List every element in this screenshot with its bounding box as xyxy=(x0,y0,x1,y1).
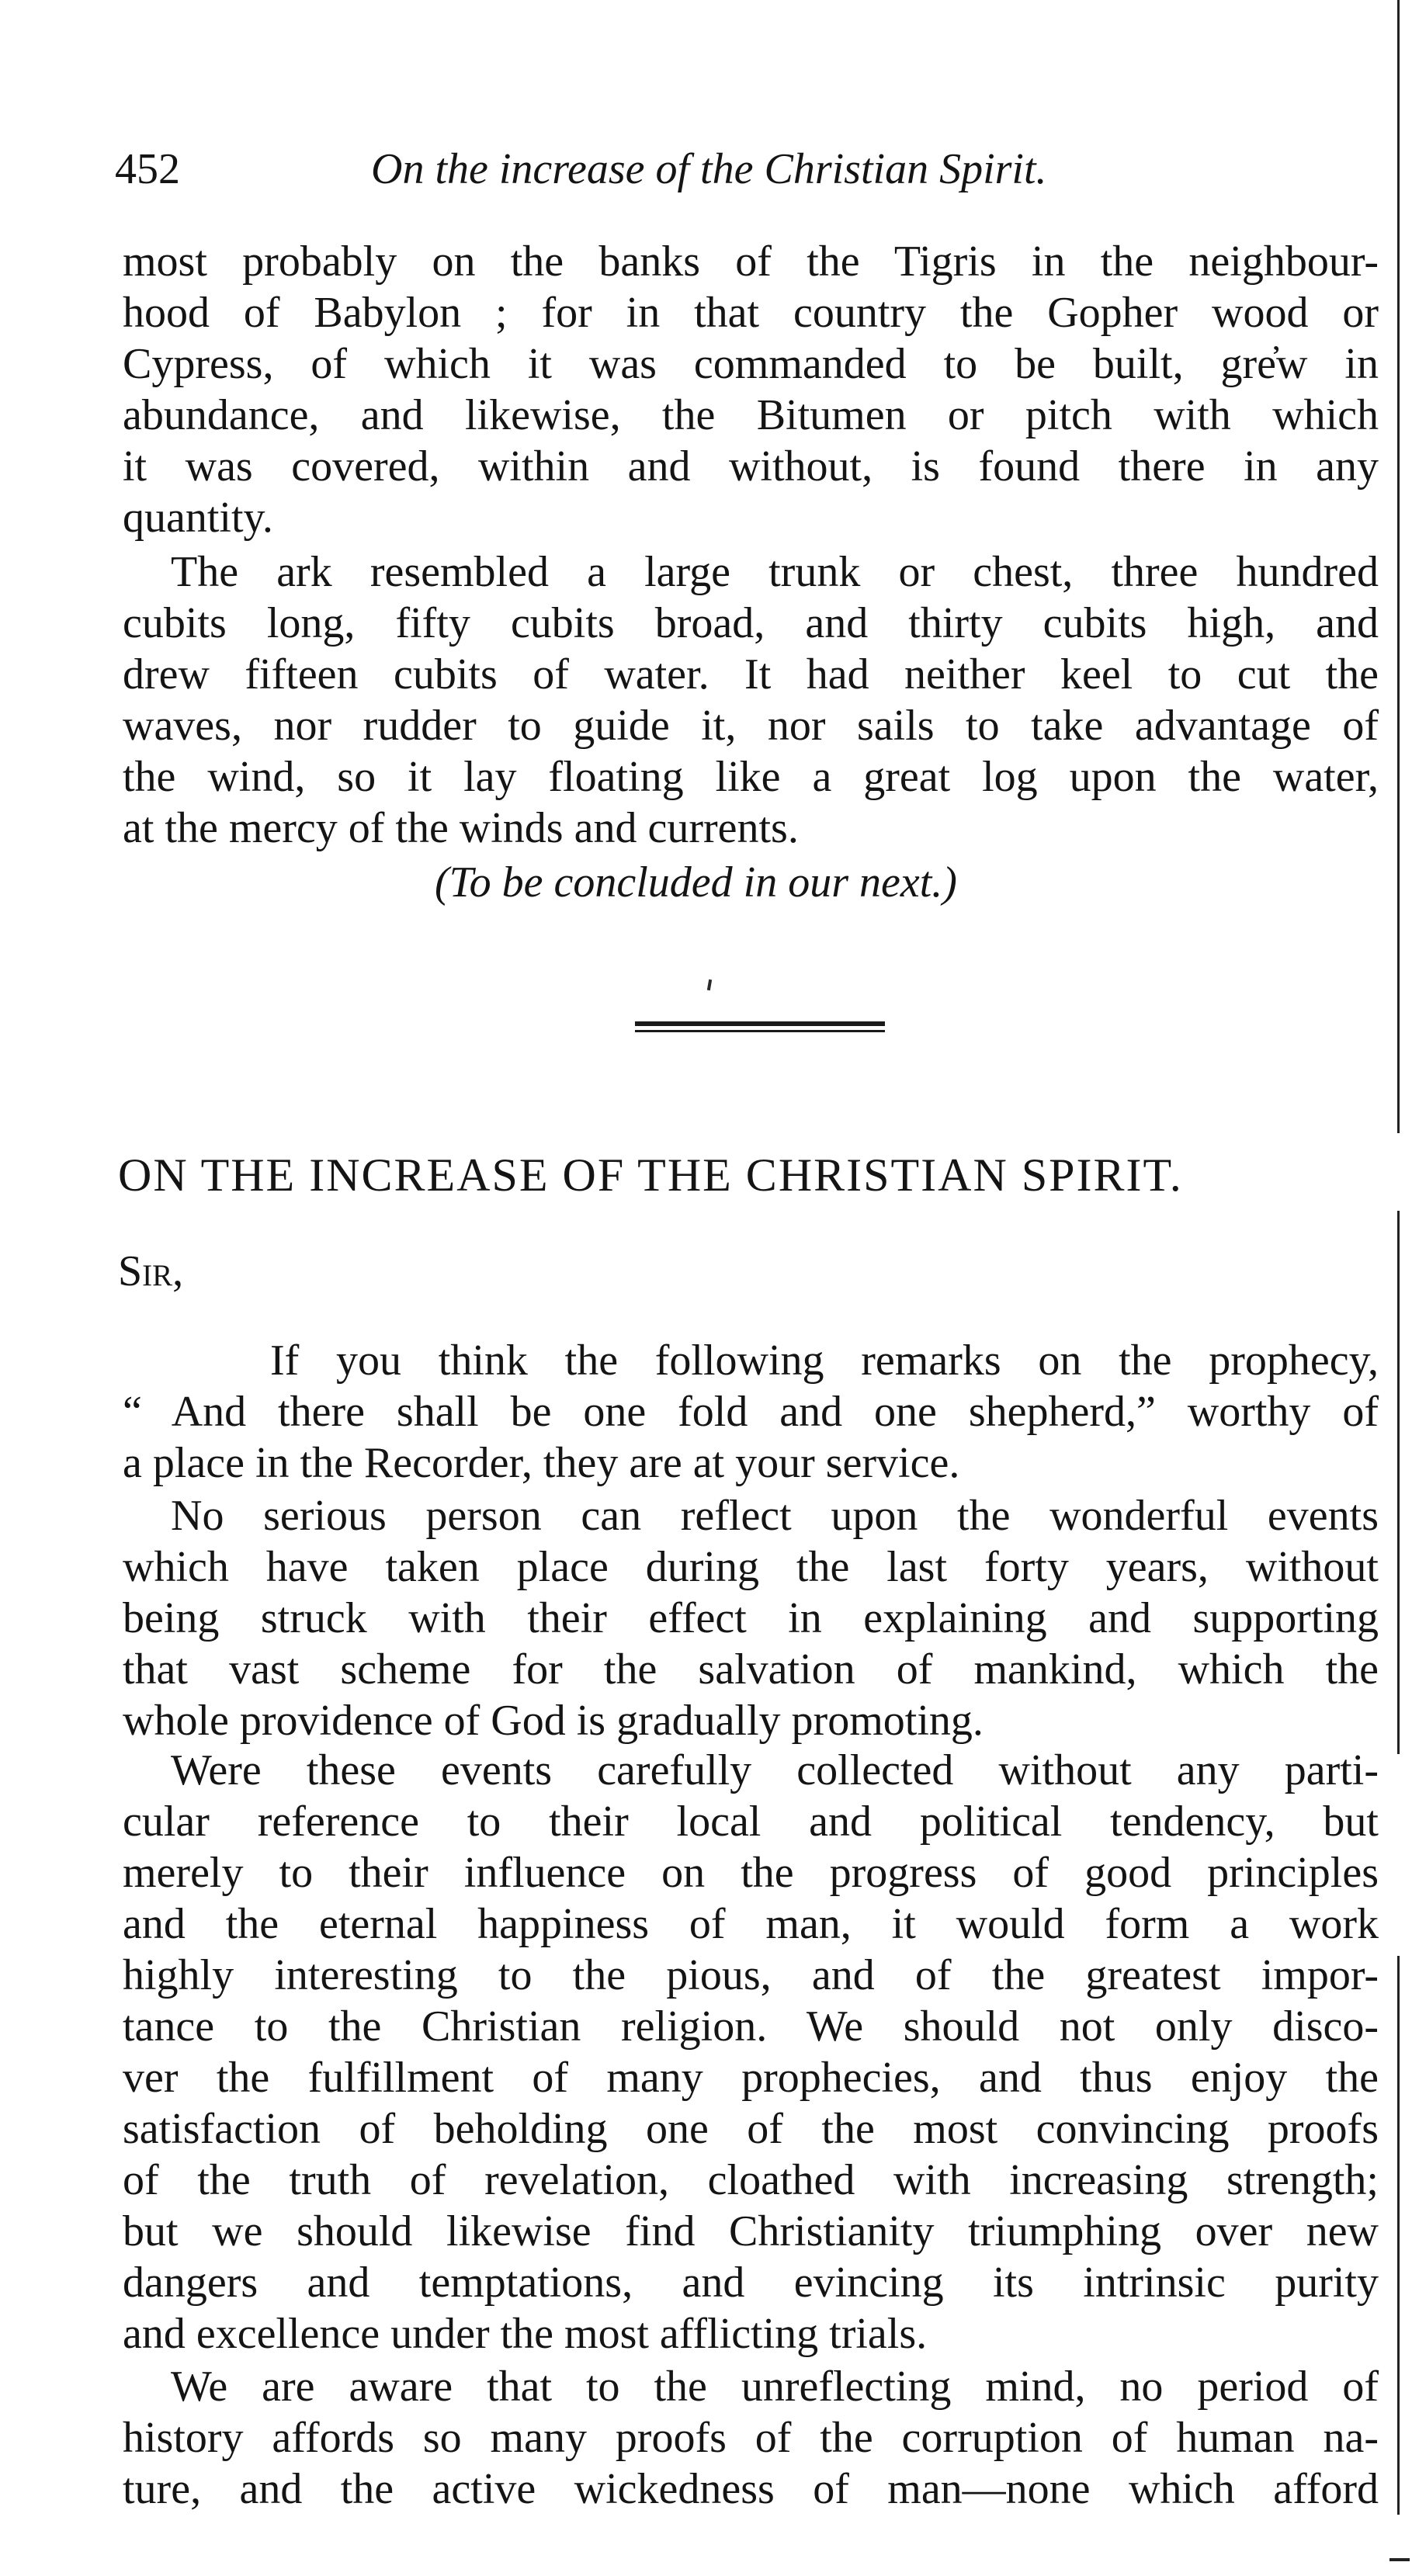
text-line: a place in the Recorder, they are at your service. xyxy=(123,1439,960,1487)
divider-rule-thin xyxy=(635,1030,885,1032)
text-line: highly interesting to the pious, and of the greatest impor- xyxy=(123,1951,1379,1999)
text-line: If you think the following remarks on the prophecy, xyxy=(270,1337,1379,1385)
text-line: most probably on the banks of the Tigris in the neighbour- xyxy=(123,237,1379,286)
text-line: satisfaction of beholding one of the most convincing proofs xyxy=(123,2105,1379,2153)
text-line: dangers and temptations, and evincing its intrinsic purity xyxy=(123,2259,1379,2307)
section-divider xyxy=(635,1021,885,1034)
text-line: abundance, and likewise, the Bitumen or pitch with which xyxy=(123,391,1379,439)
text-line: ver the fulfillment of many prophecies, and thus enjoy the xyxy=(123,2054,1379,2102)
text-line: cular reference to their local and political tendency, but xyxy=(123,1798,1379,1846)
text-line: drew fifteen cubits of water. It had neither keel to cut the xyxy=(123,650,1379,699)
text-line: the wind, so it lay floating like a great log upon the water, xyxy=(123,753,1379,801)
text-line: quantity. xyxy=(123,494,273,542)
text-line: We are aware that to the unreflecting mind, no period of xyxy=(171,2363,1379,2411)
salutation: Sir, xyxy=(118,1247,184,1295)
text-line: “ And there shall be one fold and one shepherd,” worthy of xyxy=(123,1388,1379,1436)
running-head xyxy=(115,138,1163,200)
text-line: which have taken place during the last forty years, without xyxy=(123,1543,1379,1591)
article-paragraph-1 xyxy=(123,1335,1379,1489)
to-be-concluded-note: (To be concluded in our next.) xyxy=(435,858,957,907)
article-heading: ON THE INCREASE OF THE CHRISTIAN SPIRIT. xyxy=(118,1149,1183,1201)
page-edge-line xyxy=(1397,1211,1400,1754)
article-paragraph-3 xyxy=(123,1745,1379,2359)
text-line: whole providence of God is gradually promoting. xyxy=(123,1697,984,1745)
article-paragraph-2 xyxy=(123,1490,1379,1746)
text-line: hood of Babylon ; for in that country the Gopher wood or xyxy=(123,289,1379,337)
page-edge-line xyxy=(1397,0,1400,1133)
article-paragraph-4 xyxy=(123,2361,1379,2515)
text-line: waves, nor rudder to guide it, nor sails to take advantage of xyxy=(123,702,1379,750)
text-line: and the eternal happiness of man, it would form a work xyxy=(123,1900,1379,1948)
text-line: being struck with their effect in explaining and supporting xyxy=(123,1594,1379,1642)
text-line: Cypress, of which it was commanded to be built, gre̓w in xyxy=(123,340,1379,388)
text-line: tance to the Christian religion. We should not only disco- xyxy=(123,2002,1379,2051)
text-line: ture, and the active wickedness of man—none which afford xyxy=(123,2465,1379,2513)
text-line: it was covered, within and without, is found there in any xyxy=(123,442,1379,491)
divider-rule-thick xyxy=(635,1021,885,1026)
page-number: 452 xyxy=(115,145,180,193)
text-line: at the mercy of the winds and currents. xyxy=(123,804,799,852)
corner-mark xyxy=(1389,2558,1410,2561)
text-line: that vast scheme for the salvation of mankind, which the xyxy=(123,1645,1379,1694)
ink-speck xyxy=(707,979,712,990)
page-edge-line xyxy=(1397,1956,1400,2515)
continuation-paragraph-2 xyxy=(123,546,1379,854)
text-line: and excellence under the most afflicting trials. xyxy=(123,2310,928,2358)
text-line: cubits long, fifty cubits broad, and thirty cubits high, and xyxy=(123,599,1379,647)
text-line: The ark resembled a large trunk or chest, three hundred xyxy=(171,548,1379,596)
text-line: Were these events carefully collected without any parti- xyxy=(171,1746,1379,1794)
running-title: On the increase of the Christian Spirit. xyxy=(371,145,1047,193)
continuation-paragraph-1 xyxy=(123,236,1379,543)
text-line: history affords so many proofs of the corruption of human na- xyxy=(123,2414,1379,2462)
text-line: but we should likewise find Christianity triumphing over new xyxy=(123,2207,1379,2255)
text-line: merely to their influence on the progress of good principles xyxy=(123,1849,1379,1897)
text-line: No serious person can reflect upon the wonderful events xyxy=(171,1492,1379,1540)
text-line: of the truth of revelation, cloathed with increasing strength; xyxy=(123,2156,1379,2204)
